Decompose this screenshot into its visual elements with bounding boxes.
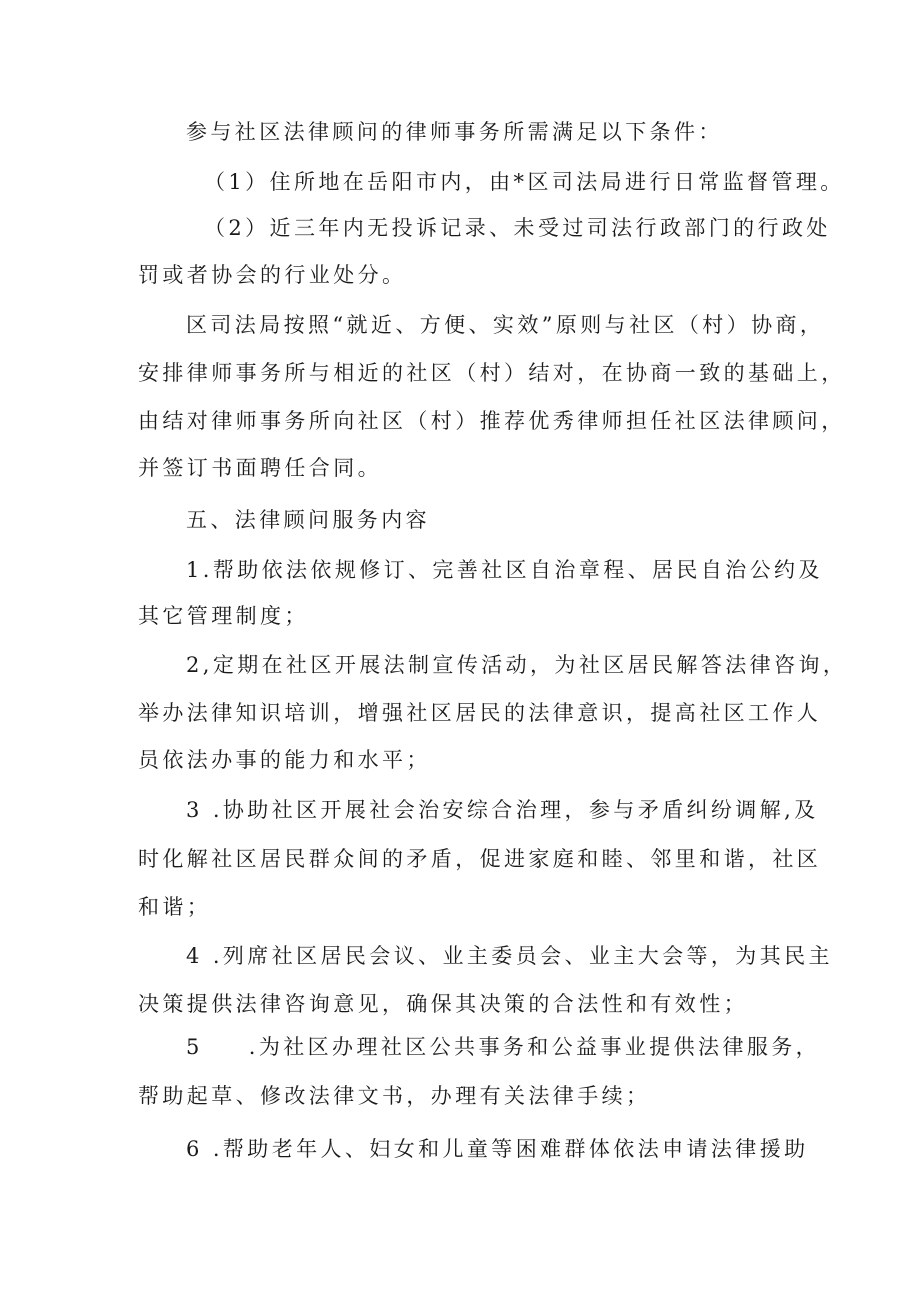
text-line: 其它管理制度；	[138, 604, 309, 628]
text-line: 由结对律师事务所向社区（村）推荐优秀律师担任社区法律顾问，	[138, 409, 846, 433]
text-line: 决策提供法律咨询意见，确保其决策的合法性和有效性；	[138, 992, 748, 1016]
text-line: 帮助起草、修改法律文书，办理有关法律手续；	[138, 1084, 651, 1108]
text-line: 3 .协助社区开展社会治安综合治理，参与矛盾纠纷调解,及	[186, 798, 819, 822]
text-line: 2,定期在社区开展法制宣传活动，为社区居民解答法律咨询，	[186, 653, 848, 677]
text-line: 和谐；	[138, 895, 212, 919]
text-line: 时化解社区居民群众间的矛盾，促进家庭和睦、邻里和谐，社区	[138, 847, 822, 871]
text-line: 安排律师事务所与相近的社区（村）结对，在协商一致的基础上，	[138, 361, 846, 385]
text-line: （1）住所地在岳阳市内，由*区司法局进行日常监督管理。	[204, 170, 845, 194]
text-line: 4 .列席社区居民会议、业主委员会、业主大会等，为其民主	[186, 944, 833, 968]
text-line: 区司法局按照“就近、方便、实效”原则与社区（村）协商，	[186, 313, 825, 337]
section-heading: 五、法律顾问服务内容	[186, 508, 430, 532]
text-line: 1.帮助依法依规修订、完善社区自治章程、居民自治公约及	[186, 558, 823, 582]
text-line: 并签订书面聘任合同。	[138, 456, 382, 480]
text-line: 举办法律知识培训，增强社区居民的法律意识，提高社区工作人	[138, 701, 822, 725]
text-line: 员依法办事的能力和水平；	[138, 748, 431, 772]
text-line: （2）近三年内无投诉记录、未受过司法行政部门的行政处	[204, 216, 831, 240]
item-text: .为社区办理社区公共事务和公益事业提供法律服务，	[248, 1035, 821, 1059]
text-line: 罚或者协会的行业处分。	[138, 263, 407, 287]
text-line	[186, 1032, 820, 1062]
item-number: 5	[186, 1035, 203, 1059]
text-line: 参与社区法律顾问的律师事务所需满足以下条件：	[186, 120, 723, 144]
text-line: 6 .帮助老年人、妇女和儿童等困难群体依法申请法律援助	[186, 1137, 809, 1161]
